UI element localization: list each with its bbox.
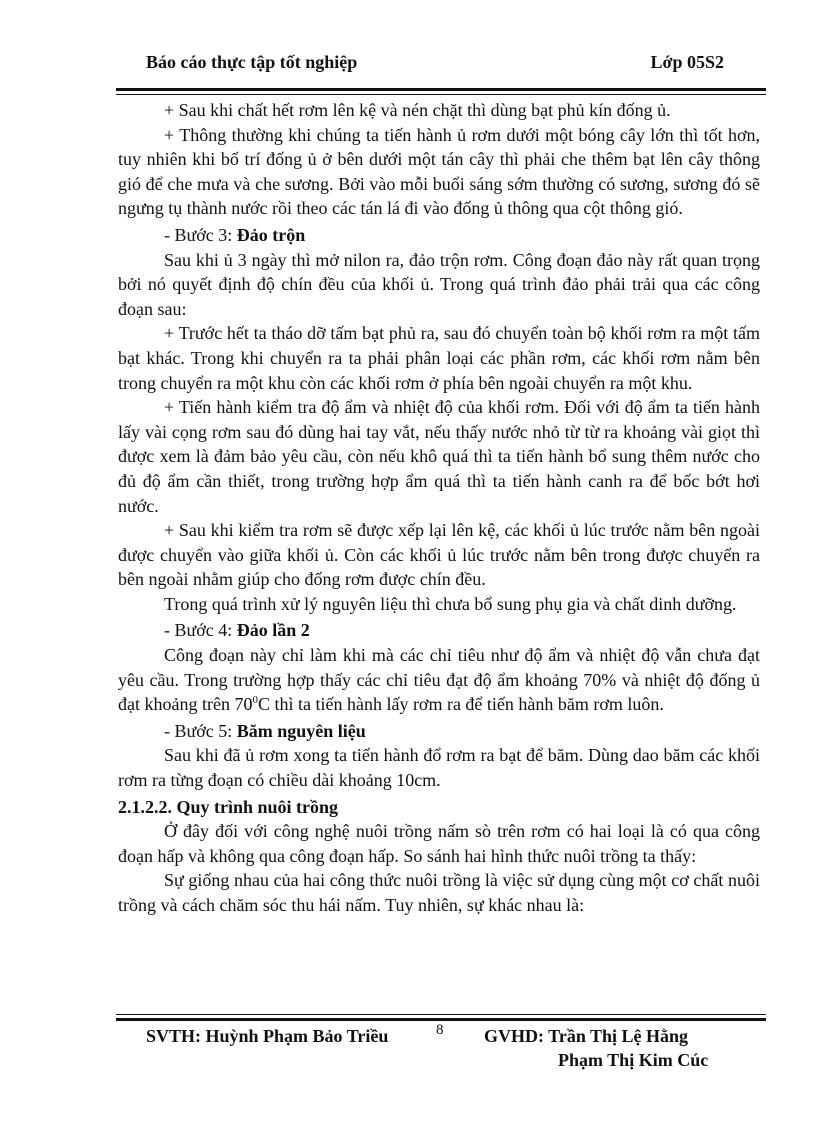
step-5-line <box>118 719 760 744</box>
student-name: SVTH: Huỳnh Phạm Bảo Triều <box>146 1026 389 1046</box>
section-heading: 2.1.2.2. Quy trình nuôi trồng <box>118 796 339 817</box>
step-3-prefix: - Bước 3: <box>164 224 237 245</box>
step-4-prefix: - Bước 4: <box>164 620 237 641</box>
paragraph: Trong quá trình xử lý nguyên liệu thì chưa bổ sung phụ gia và chất dinh dưỡng. <box>164 593 737 614</box>
step-4-title: Đảo lần 2 <box>236 620 310 641</box>
footer-divider-thin <box>116 1014 766 1015</box>
degree-superscript: 0 <box>252 694 258 707</box>
class-label: Lớp 05S2 <box>650 52 724 72</box>
paragraph-part: Công đoạn này chỉ làm khi mà các chỉ tiêu như độ ẩm và nhiệt độ vẫn chưa đạt yêu cầu. Trong trường hợp thấy các chỉ tiêu đạt độ ẩm khoảng 70% và nhiệt độ đống ủ đạt khoảng trên 70 <box>118 645 760 715</box>
step-3-title: Đảo trộn <box>236 224 306 245</box>
page-number: 8 <box>436 1022 444 1038</box>
paragraph: Sự giống nhau của hai công thức nuôi trồng là việc sử dụng cùng một cơ chất nuôi trồng và cách chăm sóc thu hái nấm. Tuy nhiên, sự khác nhau là: <box>118 870 760 915</box>
page-body <box>118 98 760 918</box>
paragraph: Ở đây đối với công nghệ nuôi trồng nấm sò trên rơm có hai loại là có qua công đoạn hấp và không qua công đoạn hấp. So sánh hai hình thức nuôi trồng ta thấy: <box>118 821 760 866</box>
step-5-prefix: - Bước 5: <box>164 720 237 741</box>
report-title: Báo cáo thực tập tốt nghiệp <box>146 52 358 72</box>
step-5-title: Băm nguyên liệu <box>236 720 366 741</box>
page-footer <box>118 1022 768 1086</box>
step-4-line <box>118 618 760 643</box>
paragraph: Sau khi đã ủ rơm xong ta tiến hành đổ rơm ra bạt để băm. Dùng dao băm các khối rơm ra từng đoạn có chiều dài khoảng 10cm. <box>118 745 760 791</box>
paragraph <box>118 643 760 717</box>
instructor-name: GVHD: Trần Thị Lệ Hằng <box>484 1026 689 1046</box>
step-3-line <box>118 223 760 248</box>
paragraph: + Sau khi kiểm tra rơm sẽ được xếp lại lên kệ, các khối ủ lúc trước nằm bên ngoài được chuyển vào giữa khối ủ. Còn các khối ủ lúc trước nằm bên trong được chuyển ra bên ngoài nhằm giúp cho đống rơm được chín đều. <box>118 520 760 590</box>
paragraph: + Sau khi chất hết rơm lên kệ và nén chặt thì dùng bạt phủ kín đống ủ. <box>164 100 671 120</box>
footer-divider <box>116 1018 766 1021</box>
paragraph: + Thông thường khi chúng ta tiến hành ủ rơm dưới một bóng cây lớn thì tốt hơn, tuy nhiên khi bố trí đống ủ ở bên dưới một tán cây thì phải che thêm bạt lên cây thông gió để che mưa và che sương. Bởi vào mỗi buổi sáng sớm thường có sương, sương đó sẽ ngưng tụ thành nước rồi theo các tán lá đi vào đống ủ thông qua cột thông gió. <box>118 124 760 219</box>
page-header <box>118 52 724 82</box>
paragraph-part: C thì ta tiến hành lấy rơm ra để tiến hành băm rơm luôn. <box>257 694 664 715</box>
paragraph: Sau khi ủ 3 ngày thì mở nilon ra, đảo trộn rơm. Công đoạn đảo này rất quan trọng bởi nó quyết định độ chín đều của khối ủ. Trong quá trình đảo phải trải qua các công đoạn sau: <box>118 249 760 319</box>
paragraph: + Tiến hành kiểm tra độ ẩm và nhiệt độ của khối rơm. Đối với độ ẩm ta tiến hành lấy vài cọng rơm sau đó dùng hai tay vắt, nếu thấy nước nhỏ từ từ ra khoảng vài giọt thì được xem là đảm bảo yêu cầu, còn nếu khô quá thì ta tiến hành bổ sung thêm nước cho đủ độ ẩm cần thiết, trong trường hợp ẩm quá thì ta tiến hành canh ra để bốc bớt hơi nước. <box>118 397 760 516</box>
header-divider-thin <box>116 94 766 95</box>
instructor-name-2: Phạm Thị Kim Cúc <box>558 1050 709 1070</box>
header-divider <box>116 88 766 91</box>
paragraph: + Trước hết ta tháo dỡ tấm bạt phủ ra, sau đó chuyển toàn bộ khối rơm ra một tấm bạt khác. Trong khi chuyển ra ta phải phân loại các phần rơm, các khối rơm nằm bên trong chuyển ra một khu còn các khối rơm ở phía bên ngoài chuyển ra một khu. <box>118 323 760 393</box>
